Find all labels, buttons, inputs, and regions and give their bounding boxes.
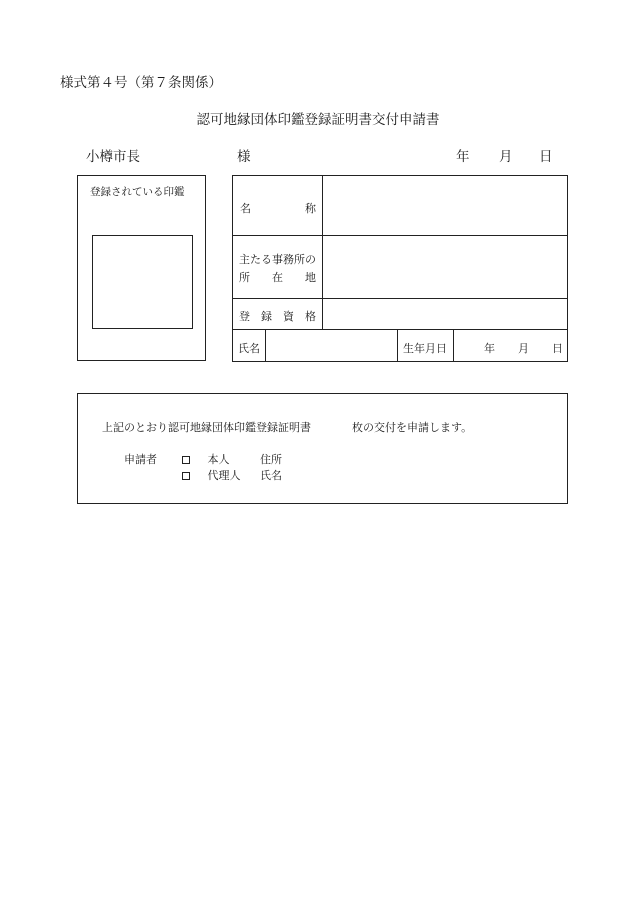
- registered-seal-box: [77, 175, 206, 361]
- date-day-label: 日: [539, 149, 553, 165]
- option-self-label: 本人: [207, 453, 230, 466]
- addressee: 小樽市長: [86, 149, 140, 165]
- birthdate-label: 生年月日: [403, 342, 447, 355]
- person-name-label: 氏名: [238, 342, 260, 355]
- application-statement: [102, 419, 311, 435]
- date-month-label: 月: [499, 149, 513, 165]
- qualification-label: 登 録 資 格: [239, 310, 316, 323]
- applicant-name-label: 氏名: [260, 469, 282, 482]
- organization-name-label: 名 称: [240, 202, 316, 215]
- qualification-label-cell: [233, 299, 323, 330]
- representative-name-field[interactable]: [266, 330, 398, 361]
- birth-day-label: 日: [552, 342, 563, 355]
- self-checkbox[interactable]: [182, 456, 190, 464]
- birth-year-label: 年: [484, 342, 495, 355]
- applicant-name-field[interactable]: [288, 464, 548, 480]
- office-label-line2: 所 在 地: [239, 271, 316, 284]
- option-self-row[interactable]: [182, 451, 230, 467]
- option-agent-label: 代理人: [207, 469, 241, 482]
- birthdate-field[interactable]: [454, 330, 567, 361]
- office-label-line1: 主たる事務所の: [239, 253, 316, 266]
- name-label-cell: [233, 176, 323, 236]
- honorific: 様: [237, 149, 251, 165]
- agent-checkbox[interactable]: [182, 472, 190, 480]
- office-label-cell: [233, 236, 323, 299]
- statement-part1: 上記のとおり認可地縁団体印鑑登録証明書: [102, 421, 311, 434]
- registration-table: [232, 175, 568, 362]
- applicant-address-label: 住所: [260, 453, 282, 466]
- birthdate-label-cell: [398, 330, 454, 361]
- applicant-label: 申請者: [124, 453, 157, 466]
- qualification-field[interactable]: [323, 299, 567, 330]
- seal-impression-area[interactable]: [92, 235, 193, 329]
- statement-part2: 枚の交付を申請します。: [352, 421, 473, 434]
- document-title: 認可地縁団体印鑑登録証明書交付申請書: [196, 112, 440, 128]
- application-box: [77, 393, 568, 504]
- office-address-field[interactable]: [323, 236, 567, 299]
- form-number: 様式第４号（第７条関係）: [60, 75, 222, 91]
- applicant-address-field[interactable]: [288, 448, 548, 464]
- copies-count-field[interactable]: [318, 416, 348, 432]
- option-agent-row[interactable]: [182, 467, 241, 483]
- person-name-label-cell: [233, 330, 266, 361]
- birth-month-label: 月: [518, 342, 529, 355]
- organization-name-field[interactable]: [323, 176, 567, 236]
- date-year-label: 年: [456, 149, 470, 165]
- registered-seal-label: 登録されている印鑑: [90, 186, 185, 198]
